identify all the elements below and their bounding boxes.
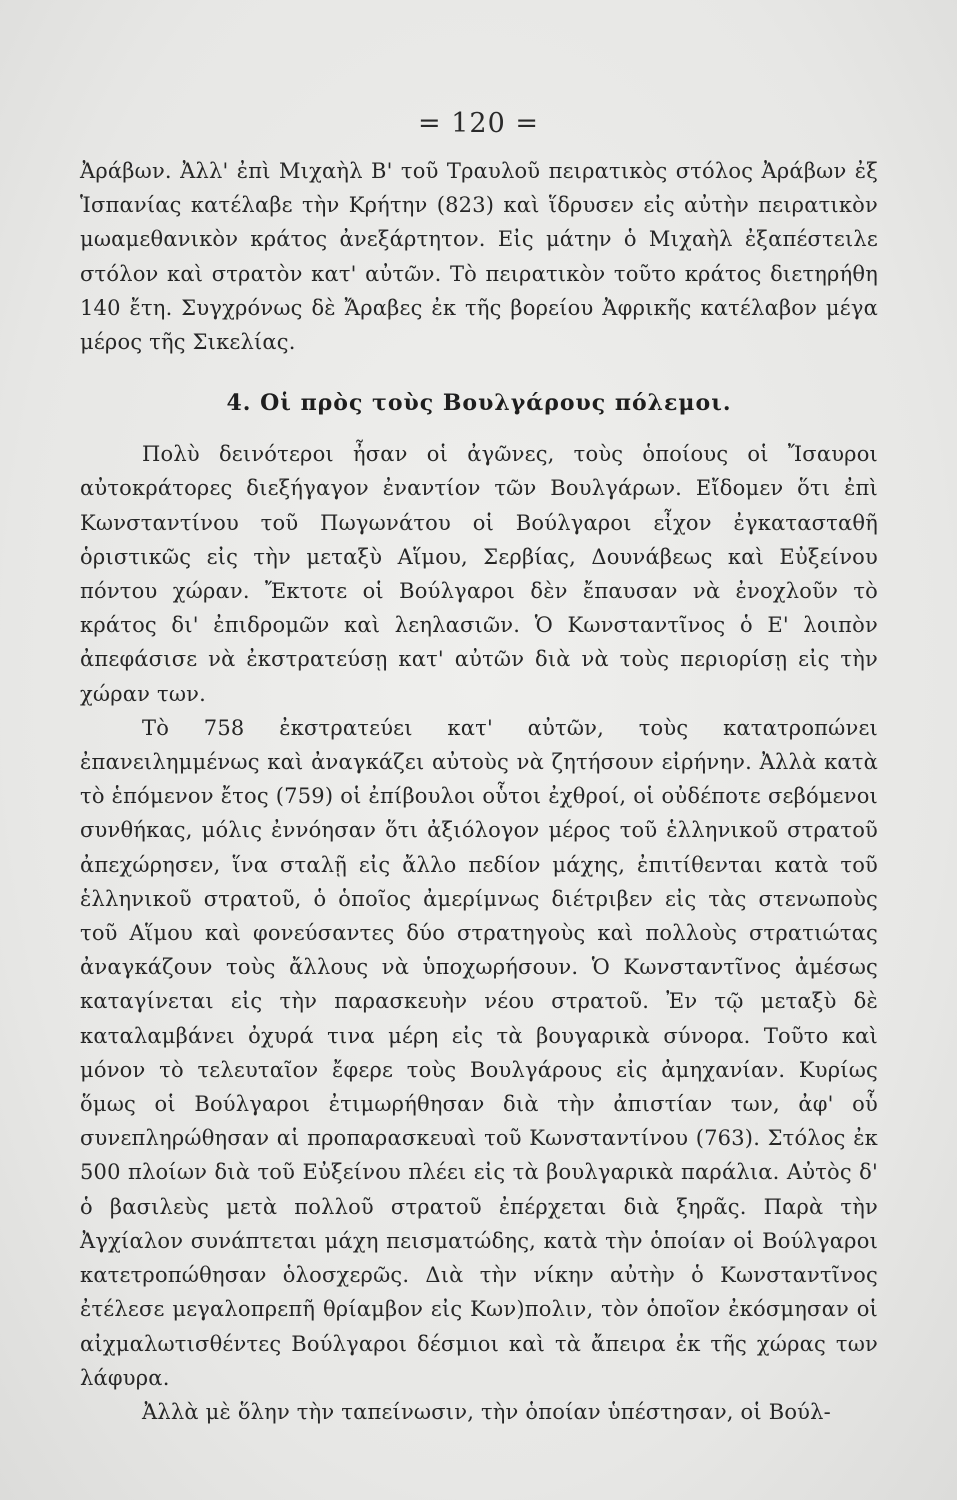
page-text: [80, 154, 878, 1429]
page-number: = 120 =: [418, 108, 539, 139]
paragraph-bulgarian-wars-intro: Πολὺ δεινότεροι ἦσαν οἱ ἀγῶνες, τοὺς ὁποίους οἱ Ἴσαυροι αὐτοκράτορες διεξήγαγον ἐναντίον τῶν Βουλγάρων. Εἴδομεν ὅτι ἐπὶ Κωνσταντίνου τοῦ Πωγωνάτου οἱ Βούλγαροι εἶχον ἐγκατασταθῆ ὁριστικῶς εἰς τὴν μεταξὺ Αἵμου, Σερβίας, Δουνάβεως καὶ Εὐξείνου πόντου χώραν. Ἔκτοτε οἱ Βούλγαροι δὲν ἔπαυσαν νὰ ἐνοχλοῦν τὸ κράτος δι' ἐπιδρομῶν καὶ λεηλασιῶν. Ὁ Κωνσταντῖνος ὁ Ε' λοιπὸν ἀπεφάσισε νὰ ἐκστρατεύσῃ κατ' αὐτῶν διὰ νὰ τοὺς περιορίσῃ εἰς τὴν χώραν των.: [80, 442, 878, 706]
paragraph-continuation: Ἀλλὰ μὲ ὅλην τὴν ταπείνωσιν, τὴν ὁποίαν ὑπέστησαν, οἱ Βούλ-: [142, 1399, 831, 1424]
paragraph-campaign-758: Τὸ 758 ἐκστρατεύει κατ' αὐτῶν, τοὺς κατατροπώνει ἐπανειλημμένως καὶ ἀναγκάζει αὐτοὺς νὰ ζητήσουν εἰρήνην. Ἀλλὰ κατὰ τὸ ἑπόμενον ἔτος (759) οἱ ἐπίβουλοι οὗτοι ἐχθροί, οἱ οὐδέποτε σεβόμενοι συνθήκας, μόλις ἐννόησαν ὅτι ἀξιόλογον μέρος τοῦ ἑλληνικοῦ στρατοῦ ἀπεχώρησεν, ἵνα σταλῇ εἰς ἄλλο πεδίον μάχης, ἐπιτίθενται κατὰ τοῦ ἑλληνικοῦ στρατοῦ, ὁ ὁποῖος ἀμερίμνως διέτριβεν εἰς τὰς στενωποὺς τοῦ Αἵμου καὶ φονεύσαντες δύο στρατηγοὺς καὶ πολλοὺς στρατιώτας ἀναγκάζουν τοὺς ἄλλους νὰ ὑποχωρήσουν. Ὁ Κωνσταντῖνος ἀμέσως καταγίνεται εἰς τὴν παρασκευὴν νέου στρατοῦ. Ἐν τῷ μεταξὺ δὲ καταλαμβάνει ὀχυρά τινα μέρη εἰς τὰ βουγαρικὰ σύνορα. Τοῦτο καὶ μόνον τὸ τελευταῖον ἔφερε τοὺς Βουλγάρους εἰς ἀμηχανίαν. Κυρίως ὅμως οἱ Βούλγαροι ἐτιμωρήθησαν διὰ τὴν ἀπιστίαν των, ἀφ' οὗ συνεπληρώθησαν αἱ προπαρασκευαὶ τοῦ Κωνσταντίνου (763). Στόλος ἐκ 500 πλοίων διὰ τοῦ Εὐξείνου πλέει εἰς τὰ βουλγαρικὰ παράλια. Αὐτὸς δ' ὁ βασιλεὺς μετὰ πολλοῦ στρατοῦ ἐπέρχεται διὰ ξηρᾶς. Παρὰ τὴν Ἀγχίαλον συνάπτεται μάχη πεισματώδης, κατὰ τὴν ὁποίαν οἱ Βούλγαροι κατετροπώθησαν ὁλοσχερῶς. Διὰ τὴν νίκην αὐτὴν ὁ Κωνσταντῖνος ἐτέλεσε μεγαλοπρεπῆ θρίαμβον εἰς Κων)πολιν, τὸν ὁποῖον ἐκόσμησαν οἱ αἰχμαλωτισθέντες Βούλγαροι δέσμιοι καὶ τὰ ἄπειρα ἐκ τῆς χώρας των λάφυρα.: [80, 715, 878, 1390]
section-heading: 4. Οἱ πρὸς τοὺς Βουλγάρους πόλεμοι.: [226, 390, 732, 417]
paragraph-arab-invasions: Ἀράβων. Ἀλλ' ἐπὶ Μιχαὴλ Β' τοῦ Τραυλοῦ πειρατικὸς στόλος Ἀράβων ἐξ Ἱσπανίας κατέλαβε τὴν Κρήτην (823) καὶ ἵδρυσεν εἰς αὐτὴν πειρατικὸν μωαμεθανικὸν κράτος ἀνεξάρτητον. Εἰς μάτην ὁ Μιχαὴλ ἐξαπέστειλε στόλον καὶ στρατὸν κατ' αὐτῶν. Τὸ πειρατικὸν τοῦτο κράτος διετηρήθη 140 ἔτη. Συγχρόνως δὲ Ἄραβες ἐκ τῆς βορείου Ἀφρικῆς κατέλαβον μέγα μέρος τῆς Σικελίας.: [80, 159, 878, 355]
